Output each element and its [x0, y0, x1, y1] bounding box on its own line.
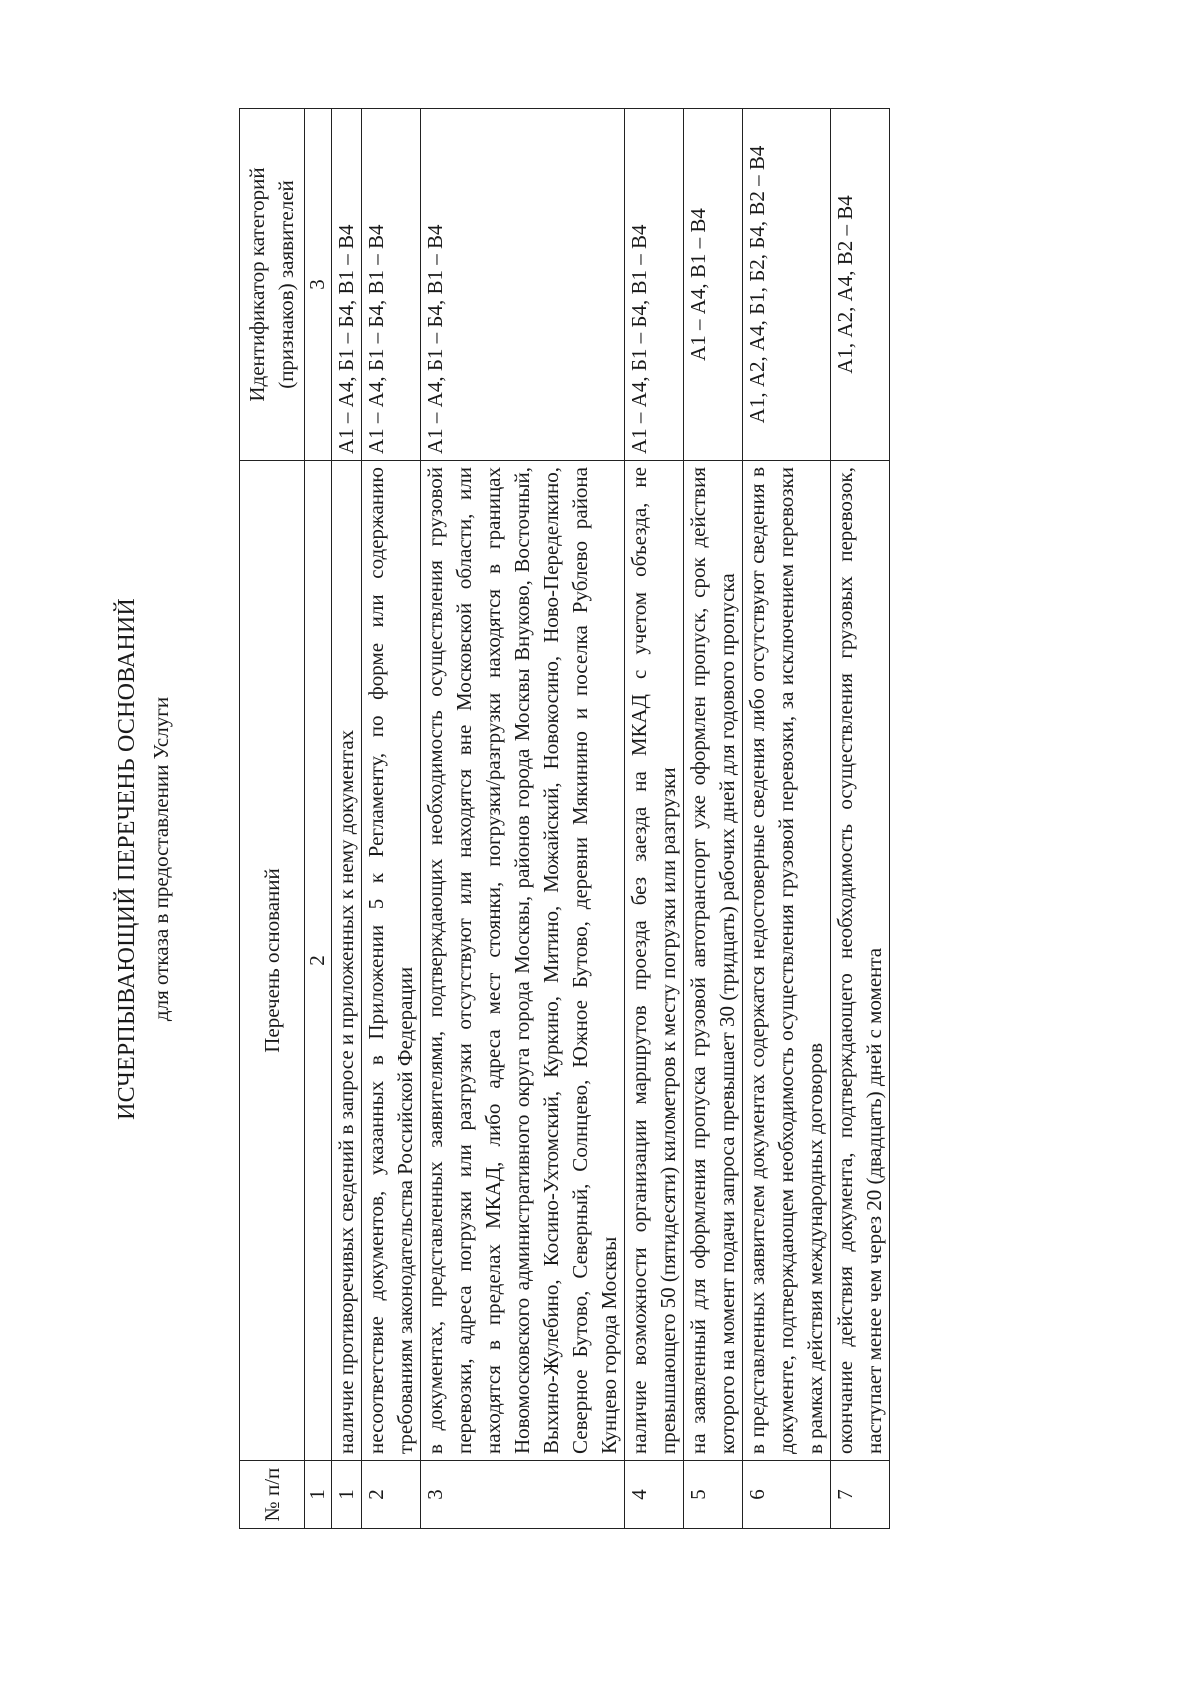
row-ground-text: в документах, представленных заявителями, подтверждающих необходимость осуществления грузовой перевозки, адреса погрузки или разгрузки отсутствуют или находятся вне Московской области, или находятся в пределах МКАД, либо адреса мест стоянки, погрузки/разгрузки находятся в границах Новомосковского административного округа города Москвы, районов города Москвы Внуково, Восточный, Выхино-Жулебино, Косино-Ухтомский, Куркино, Митино, Можайский, Новокосино, Ново-Переделкино, Северное Бутово, Северный, Солнцево, Южное Бутово, деревни Мякинино и поселка Рублево района Кунцево города Москвы	[421, 461, 625, 1461]
row-ground-text: на заявленный для оформления пропуска грузовой автотранспорт уже оформлен пропуск, срок действия которого на момент подачи запроса превышает 30 (тридцать) рабочих дней для годового пропуска	[684, 461, 743, 1461]
table-row	[421, 109, 625, 1529]
row-ground-text: в представленных заявителем документах содержатся недостоверные сведения либо отсутствуют сведения в документе, подтверждающем необходимость осуществления грузовой перевозки, за исключением перевозки в рамках действия международных договоров	[743, 461, 831, 1461]
row-number: 1	[332, 1461, 362, 1529]
row-ground-text: наличие возможности организации маршрутов проезда без заезда на МКАД с учетом объезда, не превышающего 50 (пятидесяти) километров к месту погрузки или разгрузки	[625, 461, 684, 1461]
column-number: 1	[305, 1461, 332, 1529]
row-number: 4	[625, 1461, 684, 1529]
table-row	[362, 109, 421, 1529]
row-identifier: А1 – А4, Б1 – Б4, В1 – В4	[421, 109, 625, 461]
header-num: № п/п	[240, 1461, 305, 1529]
header-identifier: Идентификатор категорий (признаков) заявителей	[240, 109, 305, 461]
table-row	[831, 109, 890, 1529]
row-ground-text: наличие противоречивых сведений в запросе и приложенных к нему документах	[332, 461, 362, 1461]
row-identifier: А1, А2, А4, В2 – В4	[831, 109, 890, 461]
table-row	[625, 109, 684, 1529]
row-ground-text: несоответствие документов, указанных в Приложении 5 к Регламенту, по форме или содержанию требованиям законодательства Российской Федерации	[362, 461, 421, 1461]
row-number: 3	[421, 1461, 625, 1529]
row-number: 6	[743, 1461, 831, 1529]
header-grounds: Перечень оснований	[240, 461, 305, 1461]
table-row	[743, 109, 831, 1529]
grounds-table	[239, 108, 890, 1529]
column-number-row	[305, 109, 332, 1529]
row-identifier: А1 – А4, Б1 – Б4, В1 – В4	[625, 109, 684, 461]
table-row	[332, 109, 362, 1529]
row-identifier: А1 – А4, В1 – В4	[684, 109, 743, 461]
row-identifier: А1, А2, А4, Б1, Б2, Б4, В2 – В4	[743, 109, 831, 461]
header-row	[240, 109, 305, 1529]
row-number: 7	[831, 1461, 890, 1529]
table-row	[684, 109, 743, 1529]
row-number: 2	[362, 1461, 421, 1529]
document-subtitle: для отказа в предоставлении Услуги	[149, 696, 173, 1022]
document-title: ИСЧЕРПЫВАЮЩИЙ ПЕРЕЧЕНЬ ОСНОВАНИЙ	[114, 598, 140, 1120]
row-number: 5	[684, 1461, 743, 1529]
row-identifier: А1 – А4, Б1 – Б4, В1 – В4	[362, 109, 421, 461]
rotated-sheet	[104, 109, 1104, 1609]
column-number: 2	[305, 461, 332, 1461]
column-number: 3	[305, 109, 332, 461]
row-identifier: А1 – А4, Б1 – Б4, В1 – В4	[332, 109, 362, 461]
row-ground-text: окончание действия документа, подтверждающего необходимость осуществления грузовых перевозок, наступает менее чем через 20 (двадцать) дней с момента	[831, 461, 890, 1461]
